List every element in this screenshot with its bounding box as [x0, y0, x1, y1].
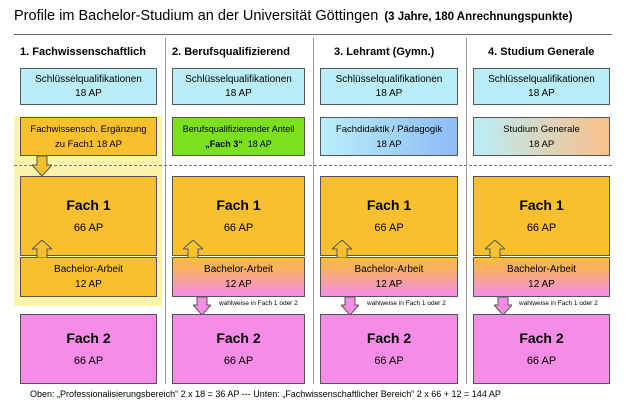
- fach-1-ap: 66 AP: [374, 222, 404, 234]
- bachelor-arbeit-label: Bachelor-Arbeit: [54, 264, 123, 275]
- bachelor-arbeit-label: Bachelor-Arbeit: [354, 264, 424, 275]
- column-4-skills-box: [473, 68, 610, 105]
- arrow-down-icon: [341, 297, 359, 315]
- bachelor-arbeit-label: Bachelor-Arbeit: [204, 264, 273, 275]
- ergaenzung-ap: zu Fach1 18 AP: [54, 138, 123, 150]
- column-2-fach-2-box: [172, 314, 305, 384]
- fach-2-label: Fach 2: [66, 330, 111, 346]
- column-4-studium-generale-box: [473, 117, 610, 156]
- column-divider-3: [466, 38, 467, 384]
- arrow-down-icon: [32, 156, 52, 176]
- arrow-down-icon: [193, 297, 211, 315]
- fach-1-ap: 66 AP: [73, 222, 104, 234]
- ergaenzung-label: Fachwissensch. Ergänzung: [30, 123, 147, 135]
- page-title: [14, 6, 624, 26]
- fach-2-ap: 66 AP: [223, 355, 254, 367]
- arrow-down-icon: [494, 297, 512, 315]
- arrow-up-icon: [32, 240, 52, 258]
- bachelor-arbeit-ap: 12 AP: [375, 279, 403, 290]
- title-main: Profile im Bachelor-Studium an der Universität Göttingen: [14, 8, 379, 24]
- fach-3-label: „Fach 3“: [205, 138, 243, 149]
- fach-1-label: Fach 1: [519, 197, 564, 213]
- fach-2-label: Fach 2: [519, 330, 564, 346]
- column-2-bachelor-arbeit-box: [172, 257, 305, 297]
- skills-label: Schlüsselqualifikationen: [335, 73, 443, 85]
- fach-2-ap: 66 AP: [374, 355, 404, 367]
- bachelor-arbeit-ap: 12 AP: [225, 279, 252, 290]
- footer-summary: Oben: „Professionalisierungsbereich“ 2 x 18 = 36 AP --- Unten: „Fachwissenschaftlicher Bereich“ 2 x 66 + 12 = 144 AP: [30, 389, 501, 399]
- fach-1-ap: 66 AP: [223, 222, 254, 234]
- bachelor-arbeit-label: Bachelor-Arbeit: [507, 264, 576, 275]
- arrow-up-icon: [332, 240, 352, 258]
- fach-2-ap: 66 AP: [73, 355, 104, 367]
- skills-ap: 18 AP: [375, 87, 403, 99]
- column-2-skills-box: [172, 68, 305, 105]
- column-1-bachelor-arbeit-box: [20, 257, 157, 297]
- arrow-up-icon: [183, 240, 203, 258]
- berufs-anteil-line2: [205, 137, 272, 152]
- skills-ap: 18 AP: [528, 87, 555, 99]
- fachdidaktik-ap: 18 AP: [376, 138, 402, 150]
- skills-label: Schlüsselqualifikationen: [185, 73, 292, 85]
- column-4-wahlweise-note: wahlweise in Fach 1 oder 2: [519, 300, 598, 307]
- column-divider-2: [313, 38, 314, 384]
- area-separator: [14, 165, 612, 166]
- column-2-heading: 2. Berufsqualifizierend: [172, 46, 290, 58]
- skills-label: Schlüsselqualifikationen: [488, 73, 595, 85]
- column-divider-1: [165, 38, 166, 384]
- column-1-heading: 1. Fachwissenschaftlich: [20, 46, 146, 58]
- skills-label: Schlüsselqualifikationen: [35, 73, 142, 85]
- column-3-bachelor-arbeit-box: [320, 257, 458, 297]
- column-3-wahlweise-note: wahlweise in Fach 1 oder 2: [367, 300, 446, 307]
- column-2-wahlweise-note: wahlweise in Fach 1 oder 2: [219, 300, 298, 307]
- column-1-skills-box: [20, 68, 157, 105]
- fach-2-label: Fach 2: [216, 330, 261, 346]
- fach-1-label: Fach 1: [66, 197, 111, 213]
- berufs-anteil-ap: 18 AP: [247, 138, 272, 149]
- fachdidaktik-label: Fachdidaktik / Pädagogik: [335, 123, 443, 135]
- skills-ap: 18 AP: [225, 87, 252, 99]
- bachelor-arbeit-ap: 12 AP: [75, 279, 102, 290]
- studium-generale-ap: 18 AP: [528, 138, 555, 150]
- column-4-heading: 4. Studium Generale: [488, 46, 595, 58]
- column-1-fach-2-box: [20, 314, 157, 384]
- studium-generale-label: Studium Generale: [503, 123, 580, 135]
- fach-1-ap: 66 AP: [526, 222, 557, 234]
- fach-1-label: Fach 1: [216, 197, 261, 213]
- skills-ap: 18 AP: [75, 87, 102, 99]
- arrow-up-icon: [485, 240, 505, 258]
- column-3-skills-box: [320, 68, 458, 105]
- column-4-bachelor-arbeit-box: [473, 257, 610, 297]
- column-4-fach-2-box: [473, 314, 610, 384]
- fach-1-label: Fach 1: [366, 197, 412, 213]
- bachelor-arbeit-ap: 12 AP: [528, 279, 555, 290]
- fach-2-label: Fach 2: [366, 330, 412, 346]
- column-1-fachwissensch-ergaenzung-box: [20, 117, 157, 156]
- berufs-anteil-label: Berufsqualifizierender Anteil: [182, 123, 295, 134]
- column-3-fachdidaktik-box: [320, 117, 458, 156]
- title-divider: [14, 34, 612, 35]
- fach-2-ap: 66 AP: [526, 355, 557, 367]
- column-3-fach-2-box: [320, 314, 458, 384]
- title-subtitle: (3 Jahre, 180 Anrechnungspunkte): [384, 11, 573, 23]
- column-3-heading: 3. Lehramt (Gymn.): [334, 46, 435, 58]
- column-2-berufsqualifizierend-box: [172, 117, 305, 156]
